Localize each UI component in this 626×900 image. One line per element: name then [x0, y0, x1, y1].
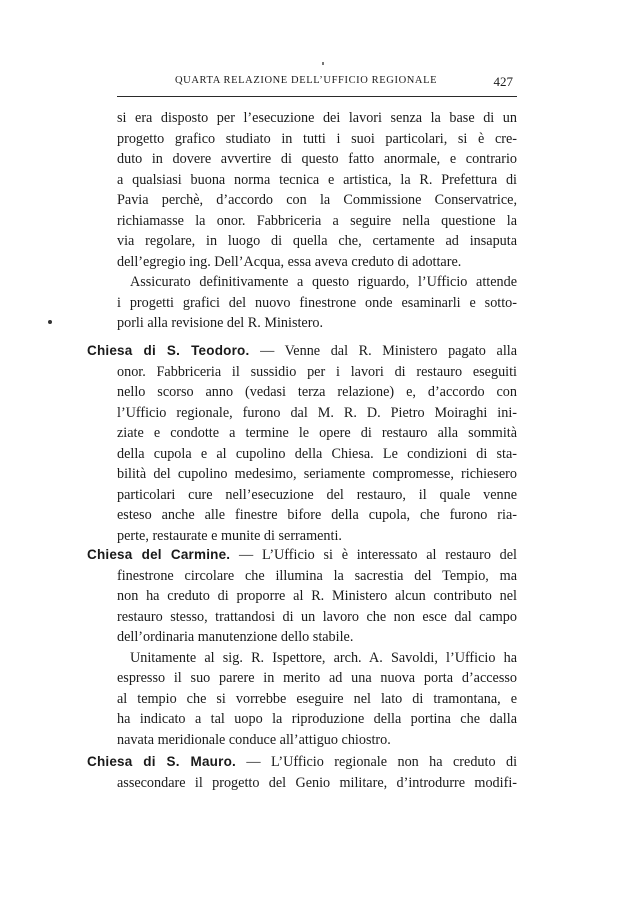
text-line: duto in dovere avvertire di questo fatto anormale, e contrario [117, 151, 517, 167]
text-line: l’Ufficio regionale, furono dal M. R. D. Pietro Moiraghi ini- [117, 404, 517, 421]
text-line: richiamasse la onor. Fabbriceria a seguire nella questione la [117, 212, 517, 229]
text-line: porli alla revisione del R. Ministero. [117, 315, 324, 331]
text-line: perte, restaurate e munite di serramenti. [117, 527, 342, 544]
text-line: progetto grafico studiato in tutti i suoi particolari, si è cre- [117, 130, 517, 147]
text-line: ha indicato a tal uopo la riproduzione della portina che dalla [117, 711, 517, 727]
text-line: Unitamente al sig. R. Ispettore, arch. A. Savoldi, l’Ufficio ha [130, 649, 517, 666]
text-line: dell’egregio ing. Dell’Acqua, essa aveva creduto di adottare. [117, 253, 462, 270]
entry-heading: Chiesa del Carmine. [87, 547, 231, 562]
text-line: finestrone circolare che illumina la sacrestia del Tempio, ma [117, 567, 517, 584]
margin-dot [48, 320, 52, 324]
entry-carmine [87, 545, 517, 750]
text-line: al tempio che si vorrebbe eseguire nel lato di tramontana, e [117, 690, 517, 707]
entry-san-teodoro [87, 341, 517, 546]
text-line: a qualsiasi buona norma tecnica e artistica, la R. Prefettura di [117, 171, 517, 188]
text-line: via regolare, in luogo di quella che, certamente ad insaputa [117, 233, 517, 249]
entry-heading: Chiesa di S. Mauro. [87, 754, 236, 769]
text-line: nello scorso anno (vedasi terza relazione) e, d’accordo con [117, 384, 517, 400]
text-line: assecondare il progetto del Genio militare, d’introdurre modifi- [117, 774, 517, 791]
text-line: si era disposto per l’esecuzione dei lavori senza la base di un [117, 110, 517, 126]
opening-paragraph [117, 108, 517, 334]
entry-first-line [87, 341, 517, 362]
text-line: ziate e condotte a termine le opere di restauro alla sommità [117, 425, 517, 441]
text-line: i progetti grafici del nuovo finestrone onde esaminarli e sotto- [117, 294, 517, 311]
text-line: Pavia perchè, d’accordo con la Commissione Conservatrice, [117, 192, 517, 208]
text-line: della cupola e al cupolino della Chiesa. Le condizioni di sta- [117, 445, 517, 462]
text-line: dell’ordinaria manutenzione dello stabile. [117, 629, 354, 645]
text-line: espresso il suo parere in merito ad una nuova porta d’accesso [117, 670, 517, 686]
entry-lead-text: — Venne dal R. Ministero pagato alla [260, 343, 518, 359]
header-rule [117, 96, 517, 97]
text-line: bilità del cupolino medesimo, seriamente compromesse, richiesero [117, 466, 517, 482]
entry-san-mauro [87, 752, 517, 793]
entry-lead-text: — L’Ufficio si è interessato al restauro del [239, 547, 517, 563]
print-speck [322, 62, 324, 65]
text-line: particolari cure nell’esecuzione del restauro, il quale venne [117, 486, 517, 503]
running-title: QUARTA RELAZIONE DELL’UFFICIO REGIONALE [175, 75, 438, 86]
running-head [117, 75, 517, 93]
text-line: navata meridionale conduce all’attiguo chiostro. [117, 731, 391, 748]
entry-first-line [87, 752, 517, 773]
text-line: restauro stesso, trattandosi di un lavoro che non esce dal campo [117, 608, 517, 625]
text-line: onor. Fabbriceria il sussidio per i lavori di restauro eseguiti [117, 363, 517, 380]
text-line: esteso anche alle finestre bifore della cupola, che furono ria- [117, 507, 517, 523]
text-line: Assicurato definitivamente a questo riguardo, l’Ufficio attende [130, 274, 517, 290]
text-line: non ha creduto di proporre al R. Ministero alcun contributo nel [117, 588, 517, 604]
entry-lead-text: — L’Ufficio regionale non ha creduto di [246, 754, 518, 770]
entry-heading: Chiesa di S. Teodoro. [87, 343, 250, 358]
page-number: 427 [493, 74, 513, 89]
entry-first-line [87, 545, 517, 566]
